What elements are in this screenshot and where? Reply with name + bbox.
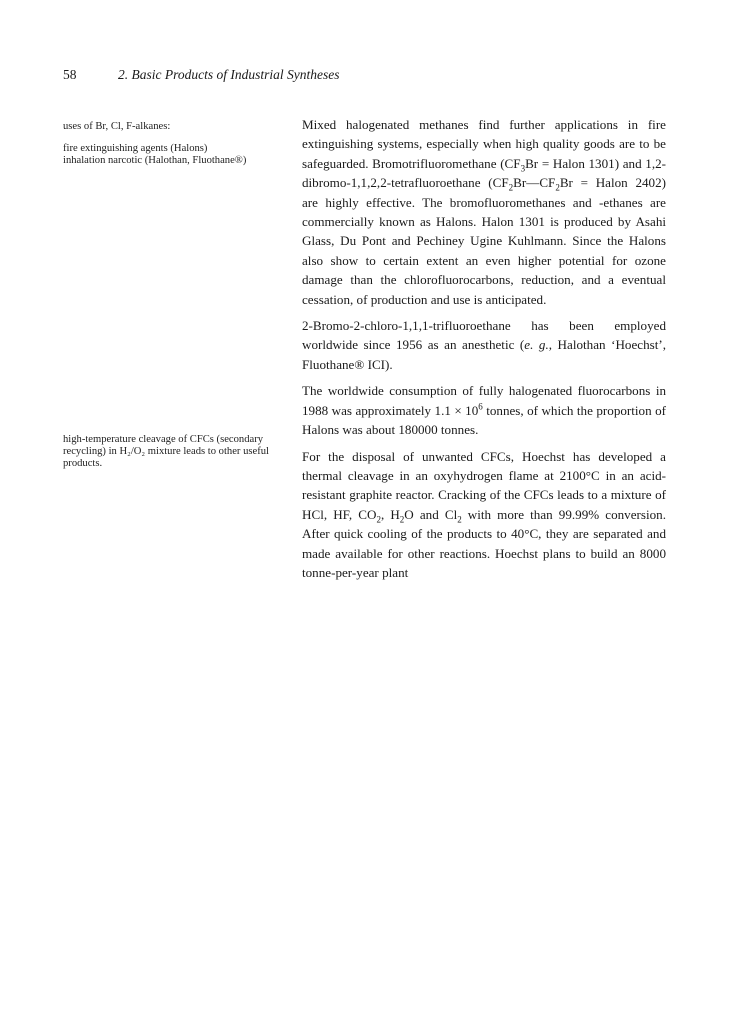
margin-note-line: fire extinguishing agents (Halons): [63, 143, 208, 154]
main-text-column: [302, 115, 666, 589]
page-header: [63, 67, 663, 85]
margin-note-uses: [63, 121, 285, 133]
margin-note-text: high-temperature cleavage of CFCs (secondary recycling) in H₂/O₂ mixture leads to other useful products.: [63, 434, 269, 469]
margin-note-line: inhalation narcotic (Halothan, Fluothane®): [63, 155, 247, 166]
margin-note-cleavage: [63, 434, 285, 470]
paragraph-halons: Mixed halogenated methanes find further applications in fire extinguishing systems, especially when high quality goods are to be safeguarded. Bromotrifluoromethane ($CF_3Br$ = Halon 1301) and 1,2-dibromo-1,1,2,2-tetrafluoroethane ($CF_2Br—CF_2Br$ = Halon 2402) are highly effective. The bromofluoromethanes and -ethanes are commercially known as Halons. Halon 1301 is produced by Asahi Glass, Du Pont and Pechiney Ugine Kuhlmann. Since the Halons also show to certain extent an even higher potential for ozone damage than the chlorofluorocarbons, reduction, and a eventual cessation, of production and use is anticipated.: [302, 117, 667, 307]
paragraph-consumption: The worldwide consumption of fully halogenated fluorocarbons in 1988 was approximately $1.1 \times 10^6$ tonnes, of which the proportion of Halons was about 180000 tonnes.: [302, 383, 666, 438]
page-number: 58: [63, 67, 77, 82]
running-title: 2. Basic Products of Industrial Syntheses: [118, 67, 340, 82]
paragraph-disposal: For the disposal of unwanted CFCs, Hoechst has developed a thermal cleavage in an oxyhydrogen flame at 2100°C in an acid-resistant graphite reactor. Cracking of the CFCs leads to a mixture of HCl, HF, $CO_2$, $H_2O$ and $Cl_2$ with more than 99.99% conversion. After quick cooling of the products to 40°C, they are separated and made available for other reactions. Hoechst plans to build an 8000 tonne-per-year plant: [302, 448, 666, 580]
margin-note-text: uses of Br, Cl, F-alkanes:: [63, 121, 171, 132]
margin-note-applications: [63, 143, 285, 167]
paragraph-halothan: 2-Bromo-2-chloro-1,1,1-trifluoroethane has been employed worldwide since 1956 as an anesthetic (e. g., Halothan ‘Hoechst’, Fluothane® ICI).: [302, 318, 666, 372]
